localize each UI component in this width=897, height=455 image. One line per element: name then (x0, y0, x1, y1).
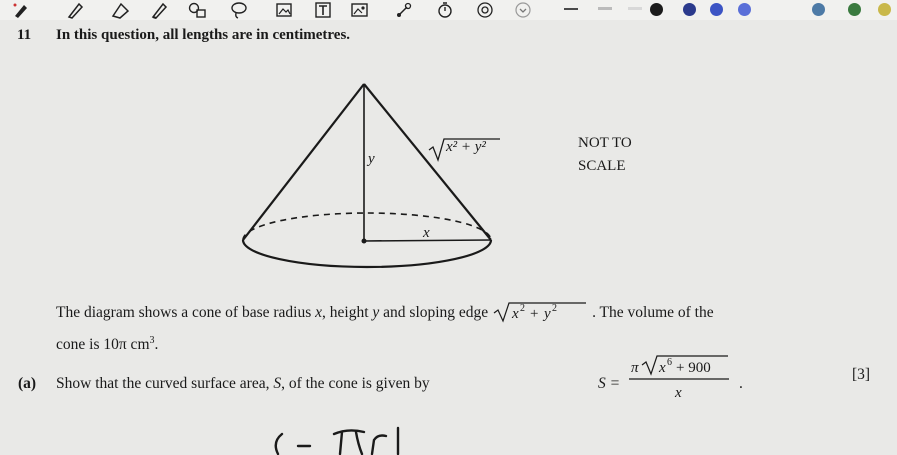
svg-text:y: y (544, 306, 551, 322)
description-line-1 (56, 301, 714, 323)
diagram-label-x: x (423, 225, 430, 241)
formula-end: . (739, 375, 743, 392)
text-segment: The diagram shows a cone of base radius (56, 304, 316, 321)
not-to-scale-line1: NOT TO (578, 135, 632, 151)
diagram-label-y: y (368, 151, 375, 167)
volume-exponent: 3 (149, 335, 155, 346)
diagram-label-slant: x² + y² (446, 139, 486, 155)
svg-text:x: x (512, 306, 519, 322)
cone-centre-point (362, 239, 367, 244)
formula-lhs: S = (598, 375, 621, 392)
text-segment: Show that the curved surface area, (56, 375, 274, 392)
svg-text:+ 900: + 900 (676, 360, 711, 376)
svg-text:x: x (675, 385, 682, 401)
formula-fraction (625, 355, 735, 403)
svg-text:x: x (659, 360, 666, 376)
text-segment: and sloping edge (379, 304, 493, 321)
var-x: x (315, 304, 323, 321)
part-a-label: (a) (18, 375, 37, 392)
text-segment: , height (322, 304, 373, 321)
not-to-scale-note (578, 132, 632, 178)
not-to-scale-line2: SCALE (578, 158, 626, 174)
svg-text:6: 6 (667, 357, 672, 368)
svg-text:π: π (631, 360, 639, 376)
text-segment: . (154, 336, 159, 354)
description-line-2 (56, 335, 158, 354)
var-S: S (273, 375, 282, 392)
marks-label: [3] (852, 366, 871, 383)
text-segment: cone is (56, 336, 104, 354)
part-a-text (56, 375, 430, 393)
volume-value: 10π cm (103, 336, 150, 354)
sloping-edge-expression (492, 301, 592, 323)
question-intro: In this question, all lengths are in centimetres. (56, 27, 351, 43)
cone-base-front (243, 240, 491, 267)
svg-text:2: 2 (552, 303, 558, 314)
cone-base-back (243, 213, 491, 240)
text-segment: , of the cone is given by (281, 375, 430, 392)
svg-text:+: + (530, 306, 539, 322)
svg-text:2: 2 (520, 303, 526, 314)
var-y: y (372, 304, 380, 321)
question-number: 11 (17, 27, 32, 43)
text-segment: . The volume of the (592, 304, 714, 321)
handwritten-answer (268, 420, 428, 455)
